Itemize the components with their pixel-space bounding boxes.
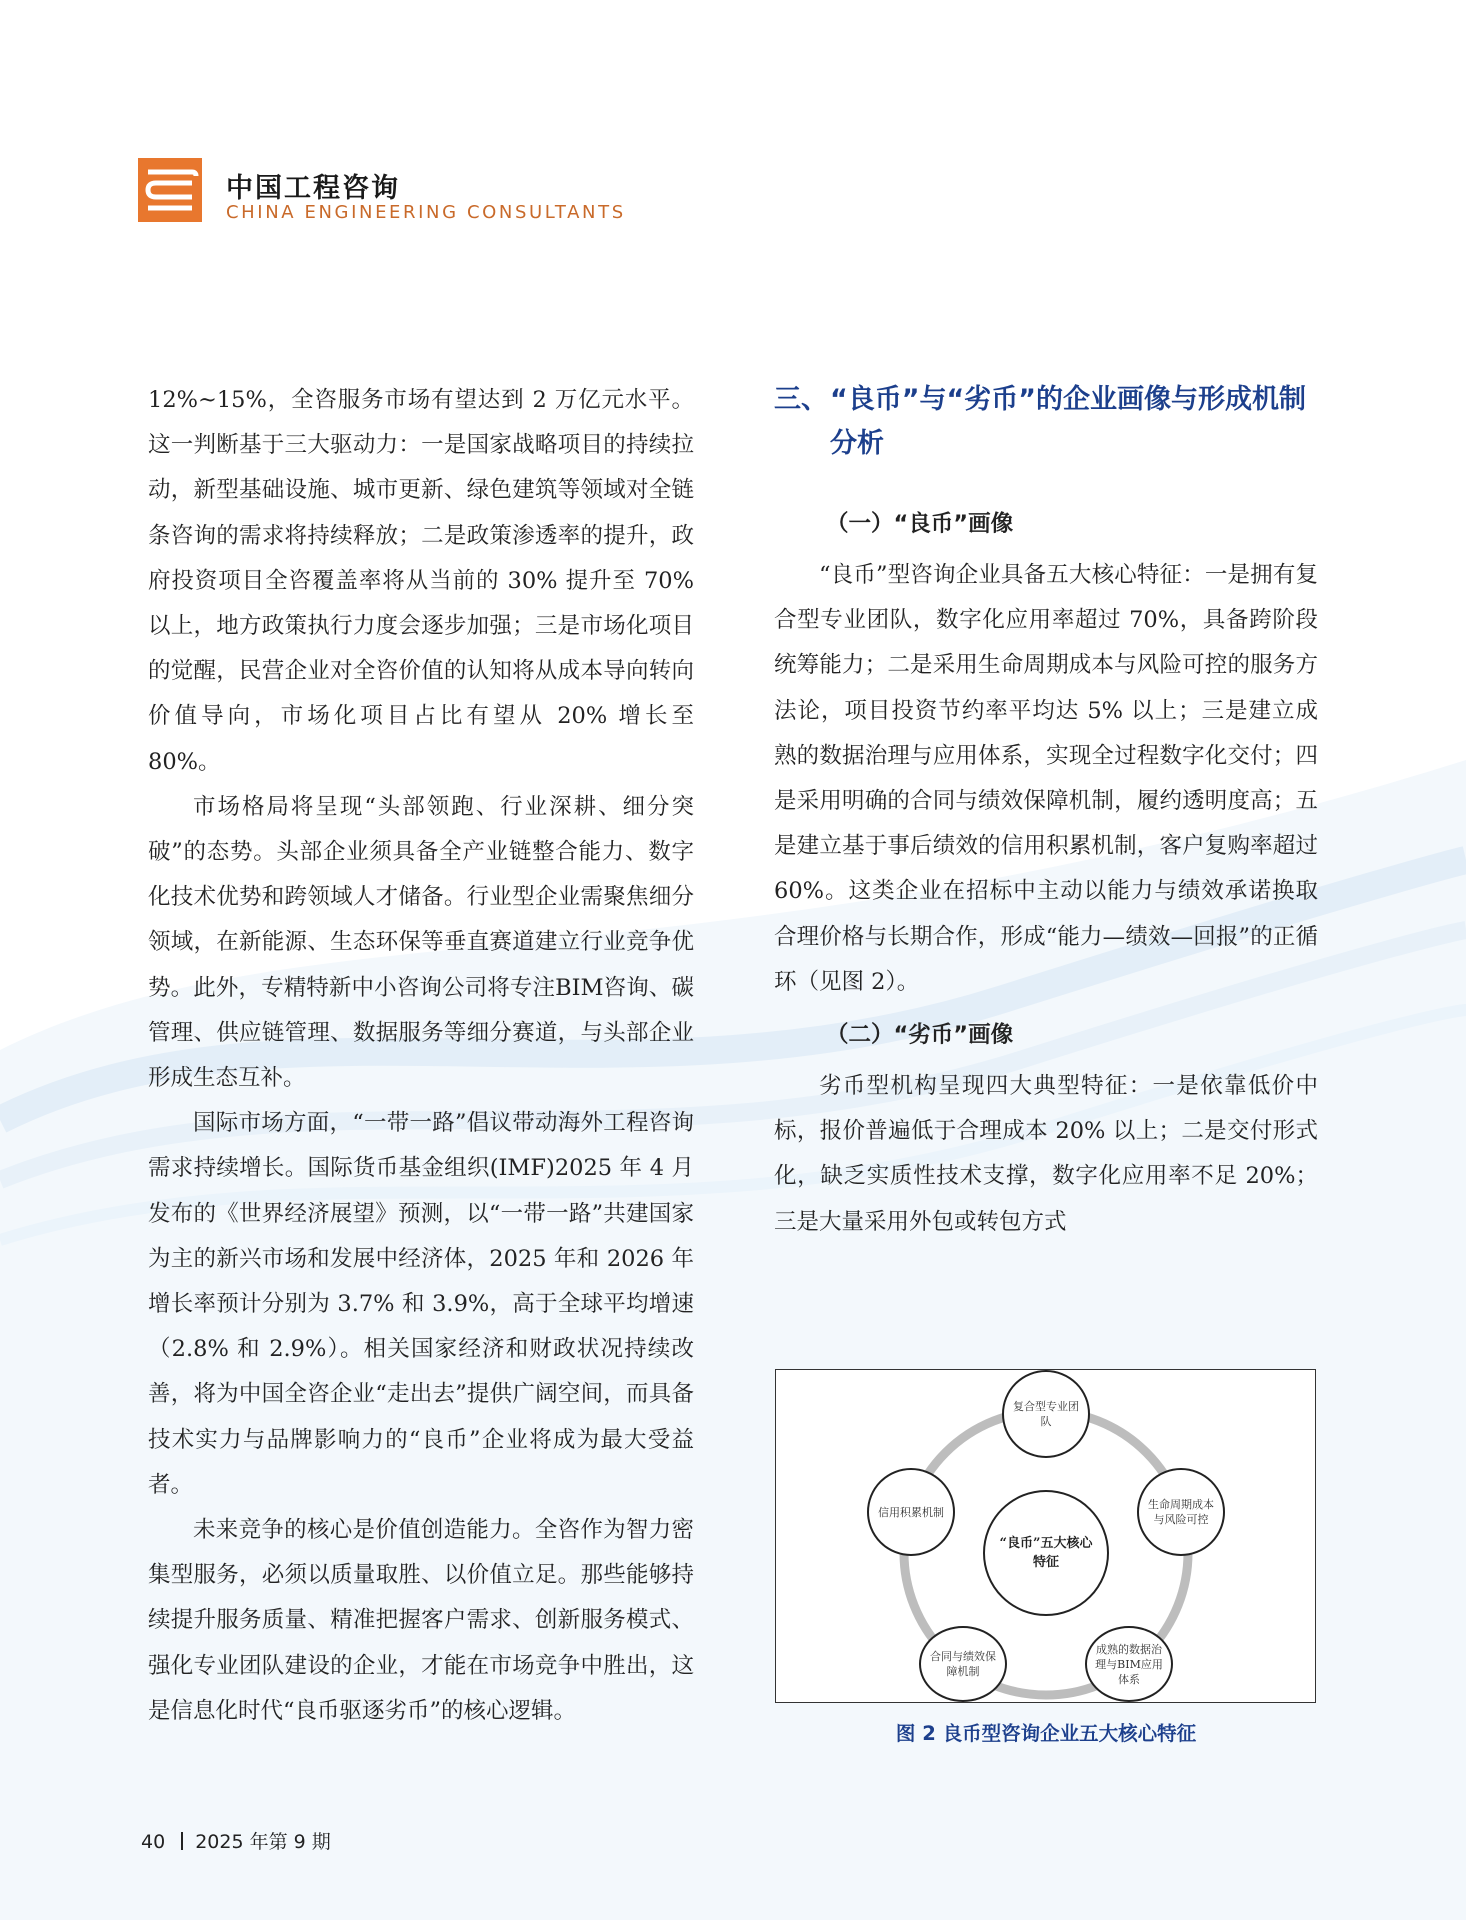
issue-label: 2025 年第 9 期 [195, 1831, 331, 1853]
paragraph: “良币”型咨询企业具备五大核心特征：一是拥有复合型专业团队，数字化应用率超过 70%，具备跨阶段统筹能力；二是采用生命周期成本与风险可控的服务方法论，项目投资节约率平均达 5% 以上；三是建立成熟的数据治理与应用体系，实现全过程数字化交付；四是采用明确的合同与绩效保障机制，履约透明度高；五是建立基于事后绩效的信用积累机制，客户复购率超过 60%。这类企业在招标中主动以能力与绩效承诺换取合理价格与长期合作，形成“能力—绩效—回报”的正循环（见图 2）。 [774, 562, 1318, 995]
diagram-node: 复合型专业团队 [1002, 1370, 1090, 1458]
figure-diagram [775, 1369, 1316, 1703]
subsection-title-good: （一）“良币”画像 [826, 511, 1014, 537]
paragraph: 劣币型机构呈现四大典型特征：一是依靠低价中标，报价普遍低于合理成本 20% 以上；二是交付形式化，缺乏实质性技术支撑，数字化应用率不足 20%；三是大量采用外包或转包方式 [774, 1073, 1318, 1235]
paragraph: 国际市场方面，“一带一路”倡议带动海外工程咨询需求持续增长。国际货币基金组织(IMF)2025 年 4 月发布的《世界经济展望》预测，以“一带一路”共建国家为主的新兴市场和发展中经济体，2025 年和 2026 年增长率预计分别为 3.7% 和 3.9%，高于全球平均增速（2.8% 和 2.9%）。相关国家经济和财政状况持续改善，将为中国全咨企业“走出去”提供广阔空间，而具备技术实力与品牌影响力的“良币”企业将成为最大受益者。 [148, 1110, 694, 1498]
diagram-node: 成熟的数据治理与BIM应用体系 [1085, 1626, 1173, 1702]
brand-name-cn: 中国工程咨询 [226, 173, 400, 204]
diagram-node: 信用积累机制 [867, 1468, 955, 1556]
section-number: 三、 [774, 384, 828, 415]
diagram-node: 合同与绩效保障机制 [919, 1626, 1007, 1702]
section-title: “良币”与“劣币”的企业画像与形成机制分析 [830, 384, 1306, 459]
left-column [148, 378, 694, 1734]
section-heading [774, 378, 1318, 466]
subsection-title-bad: （二）“劣币”画像 [826, 1022, 1014, 1049]
orange-stripes-logo-icon [138, 158, 202, 222]
paragraph: 12%~15%，全咨服务市场有望达到 2 万亿元水平。这一判断基于三大驱动力：一是国家战略项目的持续拉动，新型基础设施、城市更新、绿色建筑等领域对全链条咨询的需求将持续释放；二是政策渗透率的提升，政府投资项目全咨覆盖率将从当前的 30% 提升至 70% 以上，地方政策执行力度会逐步加强；三是市场化项目的觉醒，民营企业对全咨价值的认知将从成本导向转向价值导向，市场化项目占比有望从 20% 增长至 80%。 [148, 387, 694, 775]
brand-name-en: CHINA ENGINEERING CONSULTANTS [226, 202, 626, 223]
page-number: 40 [141, 1831, 166, 1853]
right-column [774, 378, 1318, 1245]
footer-divider [181, 1832, 183, 1850]
figure-caption: 图 2 良币型咨询企业五大核心特征 [895, 1722, 1197, 1745]
diagram-node: 生命周期成本与风险可控 [1137, 1468, 1225, 1556]
paragraph: 市场格局将呈现“头部领跑、行业深耕、细分突破”的态势。头部企业须具备全产业链整合能力、数字化技术优势和跨领域人才储备。行业型企业需聚焦细分领域，在新能源、生态环保等垂直赛道建立行业竞争优势。此外，专精特新中小咨询公司将专注BIM咨询、碳管理、供应链管理、数据服务等细分赛道，与头部企业形成生态互补。 [148, 793, 694, 1092]
page-footer [141, 1827, 331, 1854]
paragraph: 未来竞争的核心是价值创造能力。全咨作为智力密集型服务，必须以质量取胜、以价值立足。那些能够持续提升服务质量、精准把握客户需求、创新服务模式、强化专业团队建设的企业，才能在市场竞争中胜出，这是信息化时代“良币驱逐劣币”的核心逻辑。 [148, 1517, 694, 1724]
diagram-center-node: “良币”五大核心特征 [983, 1490, 1109, 1616]
